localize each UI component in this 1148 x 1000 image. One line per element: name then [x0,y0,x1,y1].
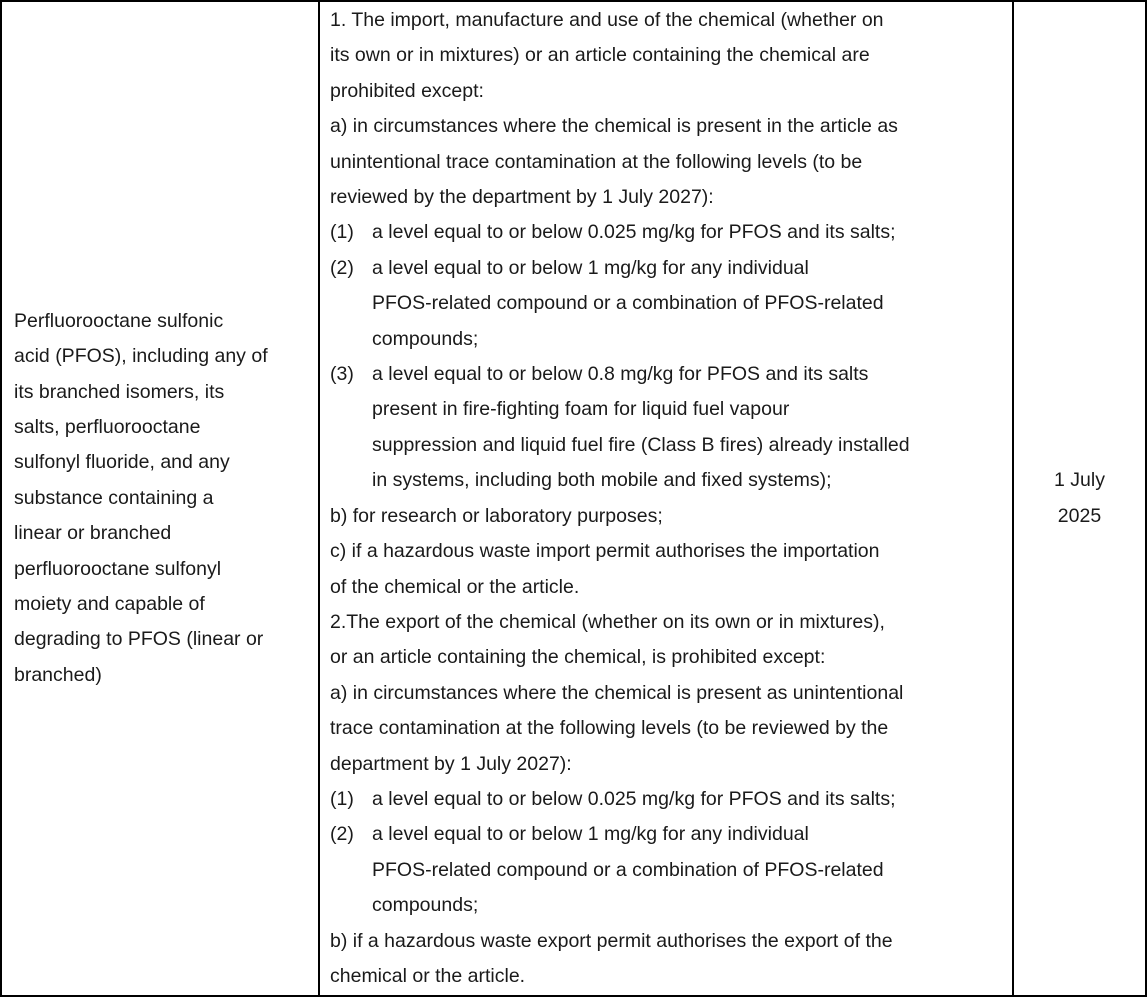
clause-line: unintentional trace contamination at the following levels (to be [330,150,863,173]
clause-line: c) if a hazardous waste import permit authorises the importation [330,540,880,563]
clause-1a [330,109,1006,215]
item-line: in systems, including both mobile and fixed systems); [372,469,832,492]
clause-line: b) if a hazardous waste export permit authorises the export of the [330,929,893,952]
item-text [372,215,1006,250]
clause-line: its own or in mixtures) or an article containing the chemical are [330,44,870,67]
substance-line: degrading to PFOS (linear or [14,628,264,651]
item-line: compounds; [372,327,479,350]
substance-line: perfluorooctane sulfonyl [14,557,222,580]
item-line: present in fire-fighting foam for liquid fuel vapour [372,398,790,421]
clause-line: reviewed by the department by 1 July 2027): [330,186,714,209]
clause-1c [330,534,1006,605]
substance-line: salts, perfluorooctane [14,415,201,438]
item-line: a level equal to or below 0.025 mg/kg for PFOS and its salts; [372,787,896,810]
import-manufacture-use-clause [330,3,1006,109]
substance-cell [1,1,319,996]
clause-line: chemical or the article. [330,964,526,987]
clause-2a [330,676,1006,782]
item-line: a level equal to or below 0.8 mg/kg for PFOS and its salts [372,363,869,386]
clause-line: department by 1 July 2027): [330,752,572,775]
clause-line: prohibited except: [330,79,484,102]
clause-1a-item-1 [330,215,1006,250]
item-number: (3) [330,363,354,386]
item-line: a level equal to or below 0.025 mg/kg for PFOS and its salts; [372,221,896,244]
clause-2a-item-2 [330,817,1006,923]
export-clause [330,605,1006,676]
item-number: (2) [330,823,354,846]
effective-date-line: 2025 [1057,504,1102,527]
effective-date-cell [1013,1,1146,996]
item-line: PFOS-related compound or a combination of PFOS-related [372,858,884,881]
clause-1a-item-3 [330,357,1006,499]
item-text [372,782,1006,817]
clause-line: a) in circumstances where the chemical is present in the article as [330,115,898,138]
item-line: a level equal to or below 1 mg/kg for any individual [372,256,809,279]
clause-line: trace contamination at the following levels (to be reviewed by the [330,717,889,740]
substance-line: moiety and capable of [14,593,205,616]
effective-date-line: 1 July [1054,469,1105,492]
item-line: suppression and liquid fuel fire (Class B fires) already installed [372,433,910,456]
table-row [1,1,1146,996]
substance-line: acid (PFOS), including any of [14,345,268,368]
clause-2a-item-1 [330,782,1006,817]
item-line: PFOS-related compound or a combination of PFOS-related [372,292,884,315]
clause-line: or an article containing the chemical, is prohibited except: [330,646,826,669]
substance-line: substance containing a [14,486,214,509]
clause-line: of the chemical or the article. [330,575,580,598]
clause-1a-item-2 [330,251,1006,357]
substance-line: linear or branched [14,522,172,545]
substance-line: its branched isomers, its [14,380,225,403]
clause-1b [330,499,1006,534]
item-number: (2) [330,256,354,279]
substance-line: branched) [14,663,102,686]
clause-line: a) in circumstances where the chemical is present as unintentional [330,681,904,704]
clause-line: b) for research or laboratory purposes; [330,504,663,527]
item-number: (1) [330,221,354,244]
substance-line: sulfonyl fluoride, and any [14,451,230,474]
substance-description [14,304,310,693]
item-line: compounds; [372,894,479,917]
item-text [372,251,1006,357]
item-line: a level equal to or below 1 mg/kg for any individual [372,823,809,846]
item-text [372,817,1006,923]
clause-2b [330,924,1006,995]
substance-line: Perfluorooctane sulfonic [14,309,224,332]
clause-line: 2.The export of the chemical (whether on its own or in mixtures), [330,610,885,633]
conditions-cell [319,1,1013,996]
item-number: (1) [330,787,354,810]
clause-line: 1. The import, manufacture and use of the chemical (whether on [330,9,884,31]
item-text [372,357,1006,499]
